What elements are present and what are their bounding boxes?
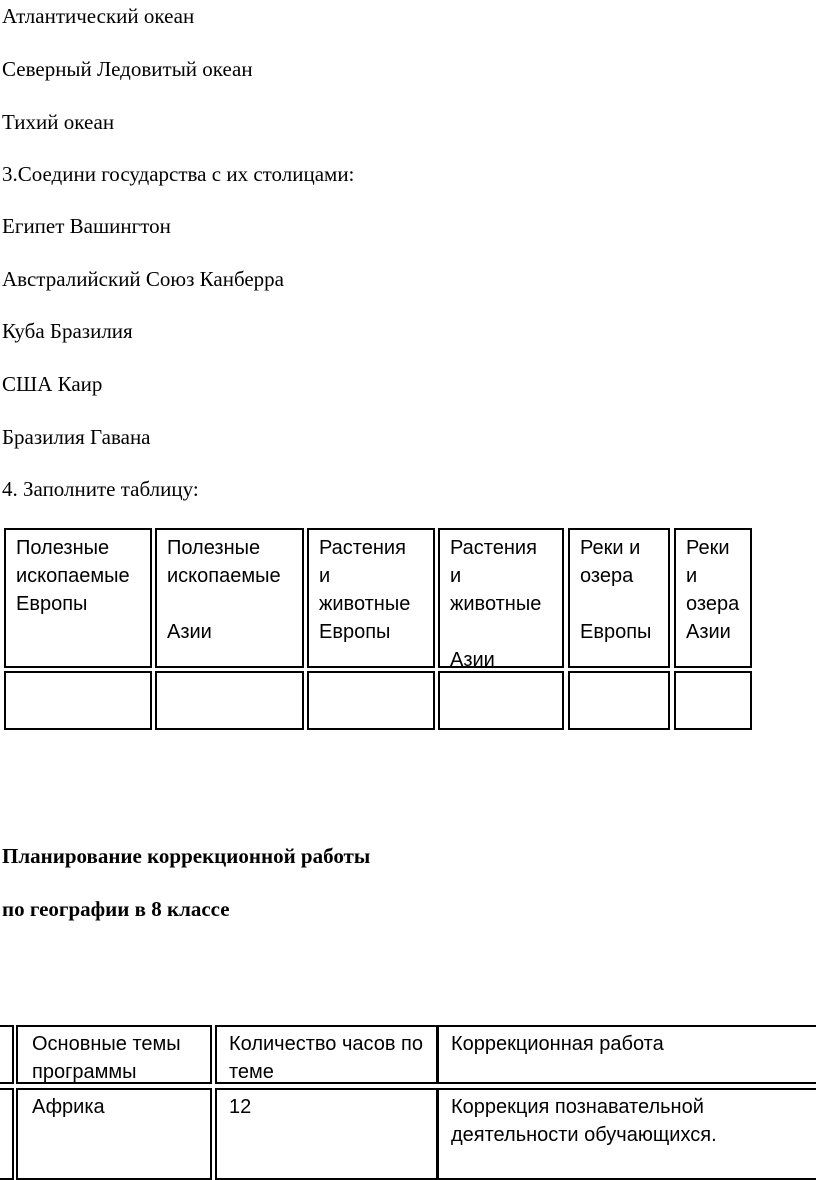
plan-table-header: Коррекционная работа bbox=[437, 1025, 816, 1084]
pair-australia: Австралийский Союз Канберра bbox=[2, 267, 285, 291]
plan-table-number-cell bbox=[0, 1088, 14, 1180]
task-3-title: 3.Соедини государства с их столицами: bbox=[2, 162, 355, 186]
plan-table-cell-hours: 12 bbox=[215, 1088, 438, 1180]
pair-egypt: Египет Вашингтон bbox=[2, 214, 171, 238]
fill-table-header: Растения и животные Азии bbox=[438, 528, 564, 668]
plan-table-header: Основные темы программы bbox=[16, 1025, 212, 1084]
fill-table-empty-cell[interactable] bbox=[568, 671, 670, 730]
plan-table-number-cell bbox=[0, 1025, 14, 1084]
fill-table-header: Полезные ископаемые Европы bbox=[4, 528, 152, 668]
fill-table-empty-cell[interactable] bbox=[674, 671, 752, 730]
fill-table-empty-cell[interactable] bbox=[4, 671, 152, 730]
plan-table-cell-topic: Африка bbox=[16, 1088, 212, 1180]
text-line-pacific: Тихий океан bbox=[2, 110, 115, 134]
plan-table-cell-work: Коррекция познавательной деятельности обучающихся. bbox=[437, 1088, 816, 1180]
task-4-title: 4. Заполните таблицу: bbox=[2, 477, 199, 501]
text-line-atlantic: Атлантический океан bbox=[2, 4, 195, 28]
fill-table-header: Реки и озера Европы bbox=[568, 528, 670, 668]
plan-table-header: Количество часов по теме bbox=[215, 1025, 438, 1084]
pair-usa: США Каир bbox=[2, 372, 103, 396]
fill-table-header: Растения и животные Европы bbox=[307, 528, 435, 668]
pair-brazil: Бразилия Гавана bbox=[2, 425, 151, 449]
fill-table-header: Полезные ископаемые Азии bbox=[155, 528, 304, 668]
fill-table-empty-cell[interactable] bbox=[155, 671, 304, 730]
fill-table-header: Реки и озера Азии bbox=[674, 528, 752, 668]
plan-heading-line1: Планирование коррекционной работы bbox=[2, 844, 371, 868]
fill-table-empty-cell[interactable] bbox=[307, 671, 435, 730]
pair-cuba: Куба Бразилия bbox=[2, 319, 133, 343]
fill-table bbox=[2, 528, 754, 732]
plan-heading-line2: по географии в 8 классе bbox=[2, 897, 230, 921]
text-line-arctic: Северный Ледовитый океан bbox=[2, 57, 253, 81]
fill-table-empty-cell[interactable] bbox=[438, 671, 564, 730]
